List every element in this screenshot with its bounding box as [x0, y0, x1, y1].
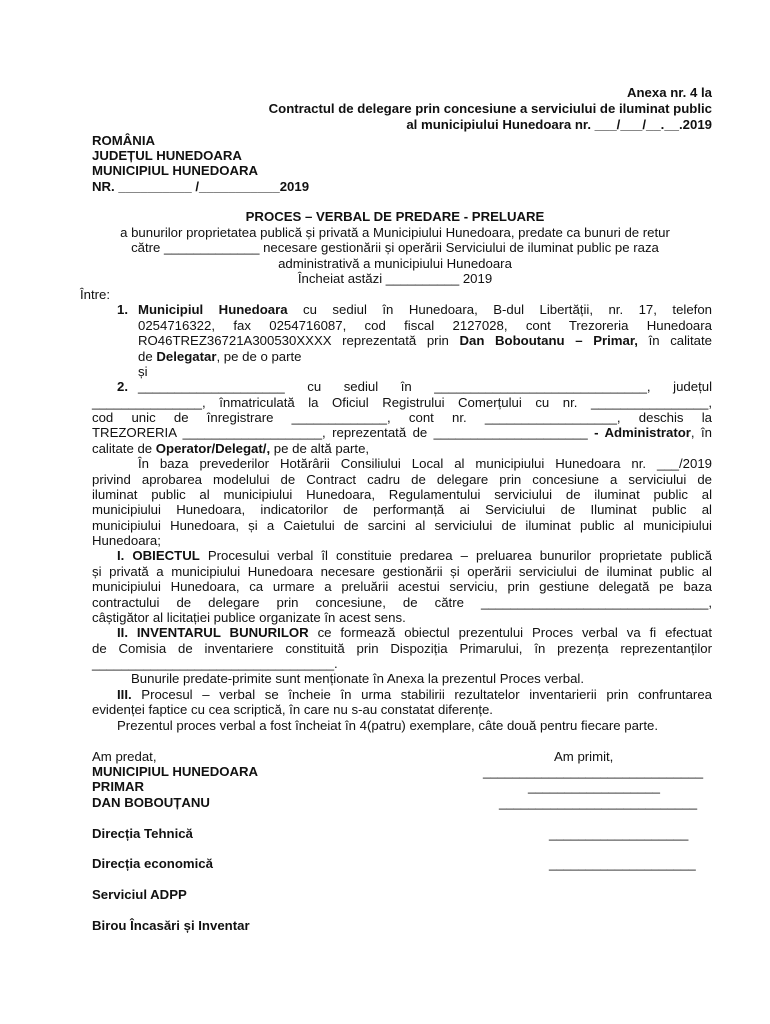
conclusion-heading: III. [117, 687, 132, 702]
basis-line2: privind aprobarea modelului de Contract cadru de delegare prin concesiune a serviciului de [92, 472, 712, 487]
dept-economic-line: ____________________ [549, 856, 696, 871]
handed-over-role: PRIMAR [92, 779, 145, 794]
handed-over-name: DAN BOBOUȚANU [92, 795, 210, 810]
title-sub-2: către _____________ necesare gestionării și operării Serviciului de iluminat public pe raza [131, 240, 659, 255]
party1-name: Municipiul Hunedoara [138, 302, 288, 317]
party2-admin-role: - Administrator [594, 425, 691, 440]
basis-line5: municipiului Hunedoara, și a Caietului de sarcini al serviciului de iluminat public al municipiului [92, 518, 712, 533]
party1-line2: 0254716322, fax 0254716087, cod fiscal 2127028, cont Trezoreria Hunedoara [138, 318, 712, 333]
received-line1: ______________________________ [483, 764, 704, 779]
dept-technical: Direcția Tehnică [92, 826, 193, 841]
country: ROMÂNIA [92, 133, 156, 148]
inventory-heading: II. INVENTARUL BUNURILOR [117, 625, 309, 640]
dept-cashier-inventory: Birou Încasări și Inventar [92, 918, 250, 933]
and-word: și [138, 364, 148, 379]
handed-over-label: Am predat, [92, 749, 157, 764]
dept-economic: Direcția economică [92, 856, 213, 871]
party1-address: cu sediul în Hunedoara, B-dul Libertății, nr. 17, telefon [287, 302, 712, 317]
title-sub-3: administrativă a municipiului Hunedoara [278, 256, 512, 271]
party2-representative: TREZORERIA ___________________, reprezentată de _____________________ [92, 425, 595, 440]
party2-role: Operator/Delegat/, [155, 441, 271, 456]
received-label: Am primit, [554, 749, 614, 764]
object-line3: municipiului Hunedoara, ca urmare a preluării acestui serviciu, prin gestiune delegată pe baza [92, 579, 712, 594]
party1-account: RO46TREZ36721A300530XXXX reprezentată prin [138, 333, 460, 348]
object-text: Procesului verbal îl constituie predarea – preluarea bunurilor proprietate publică [199, 548, 712, 563]
dept-adpp: Serviciul ADPP [92, 887, 187, 902]
county: JUDEȚUL HUNEDOARA [92, 148, 242, 163]
conclusion-text: Procesul – verbal se încheie în urma stabilirii rezultatelor inventarierii prin confruntarea [131, 687, 712, 702]
inventory-line2: de Comisia de inventariere constituită prin Dispoziția Primarului, în prezența reprezentanților [92, 641, 712, 656]
party2-line2: _______________, înmatriculată la Oficiul Registrului Comerțului cu nr. ________________, [92, 395, 712, 410]
party1-role-suffix: , pe de o parte [216, 349, 302, 364]
title-sub-1: a bunurilor proprietatea publică și privată a Municipiului Hunedoara, predate ca bunuri de retur [120, 225, 670, 240]
conclusion-line2: evidenței faptice cu cea scriptică, în care nu s-au constatat diferențe. [92, 702, 493, 717]
contract-title-line2: al municipiului Hunedoara nr. ___/___/__.__.2019 [406, 117, 712, 132]
received-line2: __________________ [528, 779, 661, 794]
party2-capacity-text: , în [690, 425, 713, 440]
party2-role-prefix: calitate de [92, 441, 156, 456]
party1-representative: Dan Boboutanu – Primar, [459, 333, 638, 348]
basis-line4: municipiului Hunedoara, indicatorilor de performanță ai Serviciului de Iluminat public al [92, 502, 712, 517]
object-line2: și privată a municipiului Hunedoara necesare gestionării și operării serviciului de iluminat public al [92, 564, 712, 579]
annex-label: Anexa nr. 4 la [626, 85, 712, 100]
object-line4: contractului de delegare prin concesiune, de către _______________________________, [92, 595, 712, 610]
dept-technical-line: ___________________ [549, 826, 689, 841]
object-line1 [117, 548, 712, 563]
party1-line4 [138, 349, 712, 364]
party2-line5 [92, 441, 712, 456]
received-line3: ___________________________ [499, 795, 698, 810]
party2-number: 2. [117, 379, 128, 394]
party1-role-prefix: de [138, 349, 157, 364]
party2-role-suffix: pe de altă parte, [270, 441, 370, 456]
contract-title-line1: Contractul de delegare prin concesiune a serviciului de iluminat public [268, 101, 712, 116]
conclusion-line1 [117, 687, 712, 702]
registration-number: NR. __________ /___________2019 [92, 179, 310, 194]
inventory-text: ce formează obiectul prezentului Proces verbal va fi efectuat [308, 625, 712, 640]
basis-line6: Hunedoara; [92, 533, 161, 548]
goods-note: Bunurile predate-primite sunt menționate în Anexa la prezentul Proces verbal. [131, 671, 585, 686]
party1-role: Delegatar [156, 349, 217, 364]
party1-line3 [138, 333, 712, 348]
between-label: Între: [80, 287, 111, 302]
party2-line4 [92, 425, 712, 440]
municipality: MUNICIPIUL HUNEDOARA [92, 163, 259, 178]
copies-note: Prezentul proces verbal a fost încheiat în 4(patru) exemplare, câte două pentru fiecare parte. [117, 718, 658, 733]
inventory-line1 [117, 625, 712, 640]
party2-line1: ____________________ cu sediul în _____________________________, județul [138, 379, 712, 394]
party1-number: 1. [117, 302, 128, 317]
concluded-date: Încheiat astăzi __________ 2019 [297, 271, 493, 286]
handed-over-org: MUNICIPIUL HUNEDOARA [92, 764, 259, 779]
document-title: PROCES – VERBAL DE PREDARE - PRELUARE [245, 209, 545, 224]
basis-line3: iluminat public al municipiului Hunedoara, Regulamentului serviciului de iluminat public al [92, 487, 712, 502]
basis-line1: În baza prevederilor Hotărârii Consiliului Local al municipiului Hunedoara nr. ___/2019 [138, 456, 712, 471]
object-line5: câștigător al licitației publice organizate în acest sens. [92, 610, 406, 625]
party2-line3: cod unic de înregistrare _____________, cont nr. __________________, deschis la [92, 410, 712, 425]
party1-line1 [138, 302, 712, 317]
inventory-line3: _________________________________. [92, 656, 338, 671]
party1-capacity-text: în calitate [637, 333, 712, 348]
object-heading: I. OBIECTUL [117, 548, 200, 563]
